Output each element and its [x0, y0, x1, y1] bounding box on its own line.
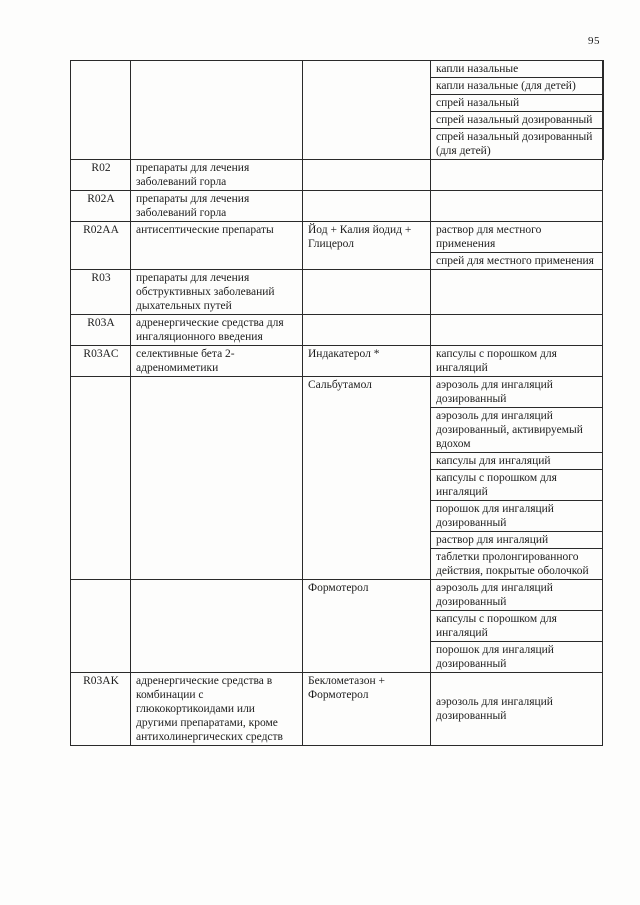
group-name [131, 580, 303, 673]
dosage-form: капсулы с порошком для ингаляций [431, 346, 603, 377]
dosage-forms-list [431, 61, 602, 159]
table-row [71, 315, 603, 346]
dosage-form: спрей назальный [431, 95, 602, 112]
dosage-forms-cell [431, 61, 603, 160]
dosage-form: капсулы с порошком для ингаляций [431, 611, 602, 642]
dosage-form: спрей назальный дозированный (для детей) [431, 129, 602, 160]
dosage-form: капсулы для ингаляций [431, 453, 602, 470]
dosage-form: раствор для ингаляций [431, 532, 602, 549]
atc-code: R03AC [71, 346, 131, 377]
dosage-form: аэрозоль для ингаляций дозированный [436, 379, 553, 405]
page-number: 95 [588, 35, 600, 47]
atc-code: R02A [71, 191, 131, 222]
table-row [71, 160, 603, 191]
group-name: селективные бета 2-адреномиметики [131, 346, 303, 377]
table-row [71, 673, 603, 746]
dosage-form: порошок для ингаляций дозированный [431, 501, 602, 532]
dosage-form: капли назальные [436, 63, 519, 75]
dosage-form [431, 315, 603, 346]
group-name [131, 61, 303, 160]
dosage-form [431, 160, 603, 191]
atc-code [71, 580, 131, 673]
atc-code: R02AA [71, 222, 131, 270]
atc-code [71, 377, 131, 580]
group-name: препараты для лечения обструктивных заболеваний дыхательных путей [131, 270, 303, 315]
table-row [71, 222, 603, 270]
dosage-forms-cell [431, 580, 603, 673]
drug-name: Индакатерол * [303, 346, 431, 377]
dosage-form: капли назальные (для детей) [431, 78, 602, 95]
dosage-forms-list [431, 377, 602, 579]
dosage-forms-list [431, 580, 602, 672]
drug-table [70, 60, 604, 746]
drug-name: Сальбутамол [303, 377, 431, 580]
table-row [71, 346, 603, 377]
dosage-form: спрей назальный дозированный [431, 112, 602, 129]
dosage-form: аэрозоль для ингаляций дозированный, активируемый вдохом [431, 408, 602, 453]
group-name: антисептические препараты [131, 222, 303, 270]
table-row [71, 270, 603, 315]
dosage-form: порошок для ингаляций дозированный [431, 642, 602, 673]
dosage-forms-list [431, 222, 602, 269]
table-row [71, 580, 603, 673]
table-row [71, 191, 603, 222]
group-name: адренергические средства для ингаляционного введения [131, 315, 303, 346]
drug-name [303, 160, 431, 191]
drug-name: Йод + Калия йодид + Глицерол [303, 222, 431, 270]
dosage-form: раствор для местного применения [436, 224, 542, 250]
group-name [131, 377, 303, 580]
table-row [71, 377, 603, 580]
group-name: препараты для лечения заболеваний горла [131, 160, 303, 191]
table-row [71, 61, 603, 160]
drug-name [303, 270, 431, 315]
drug-name: Формотерол [303, 580, 431, 673]
dosage-form: капсулы с порошком для ингаляций [431, 470, 602, 501]
group-name: адренергические средства в комбинации с глюкокортикоидами или другими препаратами, кроме антихолинергических средств [131, 673, 303, 746]
atc-code: R03AK [71, 673, 131, 746]
dosage-form [431, 191, 603, 222]
dosage-forms-cell [431, 377, 603, 580]
dosage-forms-cell [431, 222, 603, 270]
drug-name [303, 315, 431, 346]
dosage-form: аэрозоль для ингаляций дозированный [431, 673, 603, 746]
dosage-form: спрей для местного применения [431, 253, 602, 270]
dosage-form [431, 270, 603, 315]
atc-code: R02 [71, 160, 131, 191]
drug-name [303, 191, 431, 222]
atc-code [71, 61, 131, 160]
drug-name [303, 61, 431, 160]
drug-name: Беклометазон + Формотерол [303, 673, 431, 746]
dosage-form: аэрозоль для ингаляций дозированный [436, 582, 553, 608]
group-name: препараты для лечения заболеваний горла [131, 191, 303, 222]
atc-code: R03 [71, 270, 131, 315]
dosage-form: таблетки пролонгированного действия, покрытые оболочкой [431, 549, 602, 580]
atc-code: R03A [71, 315, 131, 346]
